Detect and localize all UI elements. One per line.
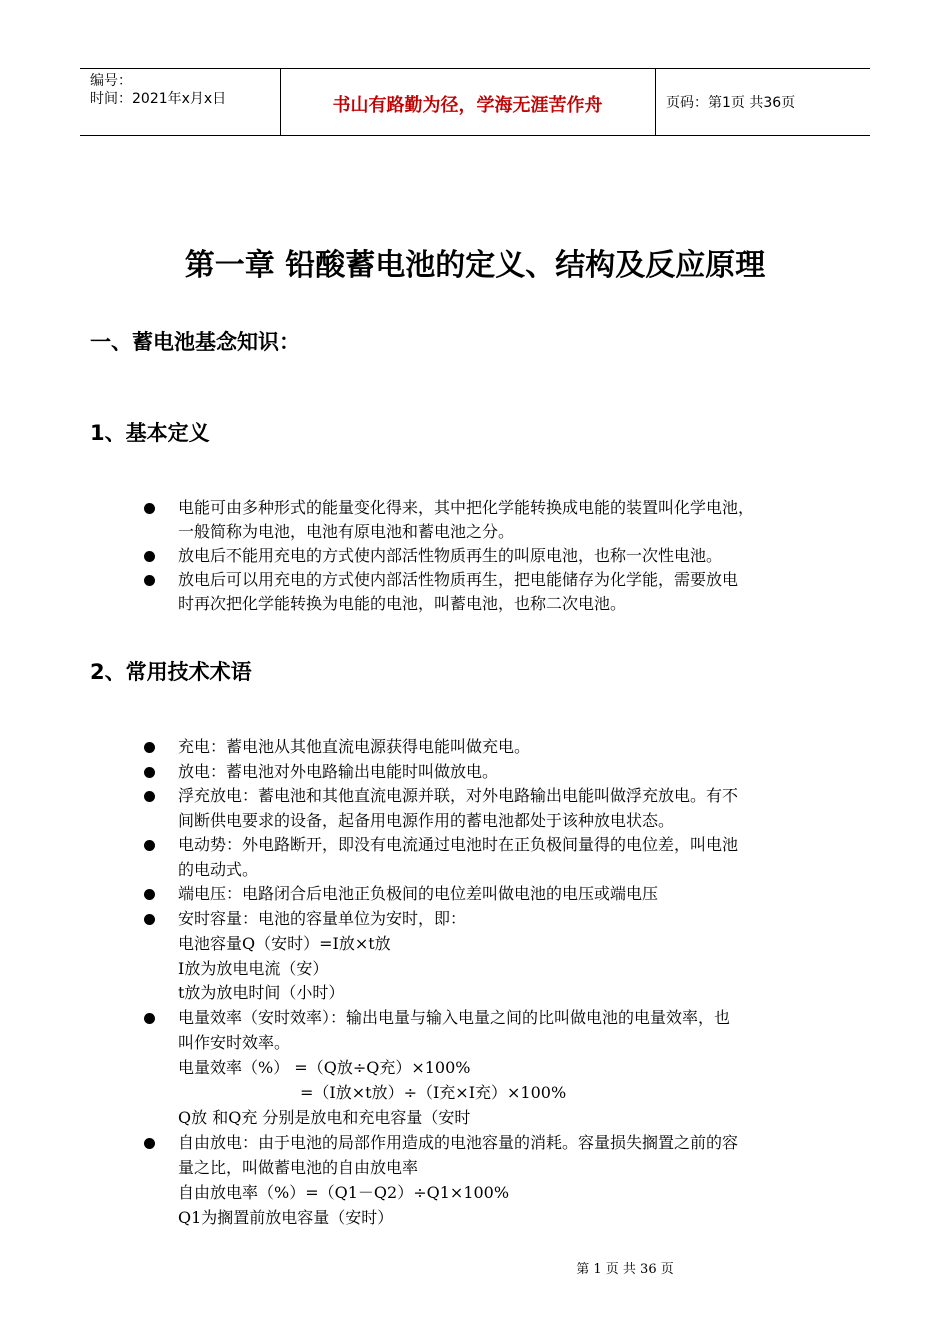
subheading-technical-terms: 2、常用技术术语	[90, 660, 252, 684]
list-item-text: 放电后不能用充电的方式使内部活性物质再生的叫原电池，也称一次性电池。	[178, 546, 723, 565]
formula-line: t放为放电时间（小时）	[178, 983, 345, 1002]
list-item-text: 浮充放电：蓄电池和其他直流电源并联，对外电路输出电能叫做浮充放电。有不	[178, 786, 739, 805]
header-meta-cell	[80, 69, 281, 135]
formula-line: 电量效率（%） =（Q放÷Q充）×100%	[178, 1058, 471, 1077]
list-item-text: 充电：蓄电池从其他直流电源获得电能叫做充电。	[178, 737, 531, 756]
subheading-basic-definition: 1、基本定义	[90, 421, 210, 445]
list-item-text: 量之比，叫做蓄电池的自由放电率	[178, 1158, 419, 1177]
formula-line: Q放 和Q充 分别是放电和充电容量（安时	[178, 1108, 471, 1127]
list-item-text: 间断供电要求的设备，起备用电源作用的蓄电池都处于该种放电状态。	[178, 811, 675, 830]
formula-line: Q1为搁置前放电容量（安时）	[178, 1208, 394, 1227]
formula-line: 自由放电率（%）=（Q1－Q2）÷Q1×100%	[178, 1183, 510, 1202]
list-item-text: 自由放电：由于电池的局部作用造成的电池容量的消耗。容量损失搁置之前的容	[178, 1133, 739, 1152]
bullet-icon	[144, 1013, 155, 1024]
list-item-text: 端电压：电路闭合后电池正负极间的电位差叫做电池的电压或端电压	[178, 884, 659, 903]
motto: 书山有路勤为径，学海无涯苦作舟	[332, 95, 603, 116]
list-item-text: 叫作安时效率。	[178, 1033, 291, 1052]
list-item-text: 时再次把化学能转换为电能的电池，叫蓄电池，也称二次电池。	[178, 594, 627, 613]
list-item-text: 电动势：外电路断开，即没有电流通过电池时在正负极间量得的电位差，叫电池	[178, 835, 739, 854]
formula-line: =（I放×t放）÷（I充×I充）×100%	[300, 1083, 567, 1102]
page-footer: 第 1 页 共 36 页	[576, 1262, 674, 1277]
list-item-text: 安时容量：电池的容量单位为安时，即：	[178, 909, 467, 928]
bullet-icon	[144, 889, 155, 900]
header-table	[80, 68, 870, 136]
list-item-text: 放电后可以用充电的方式使内部活性物质再生，把电能储存为化学能，需要放电	[178, 570, 739, 589]
header-motto-cell	[280, 69, 656, 135]
list-item-text: 一般简称为电池，电池有原电池和蓄电池之分。	[178, 522, 515, 541]
page-info: 页码：第1页 共36页	[666, 95, 796, 111]
bullet-icon	[144, 914, 155, 925]
chapter-title: 第一章 铅酸蓄电池的定义、结构及反应原理	[184, 248, 766, 283]
header-page-cell	[656, 69, 870, 135]
bullet-icon	[144, 551, 155, 562]
bullet-icon	[144, 791, 155, 802]
bullet-icon	[144, 503, 155, 514]
bullet-icon	[144, 1138, 155, 1149]
list-item-text: 电能可由多种形式的能量变化得来，其中把化学能转换成电能的装置叫化学电池，	[178, 498, 755, 517]
formula-line: I放为放电电流（安）	[178, 959, 329, 978]
number-label: 编号：	[90, 73, 132, 89]
list-item-text: 的电动式。	[178, 860, 259, 879]
bullet-icon	[144, 840, 155, 851]
list-item-text: 电量效率（安时效率）：输出电量与输入电量之间的比叫做电池的电量效率，也	[178, 1008, 731, 1027]
bullet-icon	[144, 767, 155, 778]
section-heading: 一、蓄电池基念知识：	[90, 330, 300, 354]
time-label: 时间：2021年x月x日	[90, 91, 227, 107]
list-item-text: 放电：蓄电池对外电路输出电能时叫做放电。	[178, 762, 499, 781]
bullet-icon	[144, 575, 155, 586]
formula-line: 电池容量Q（安时）=I放×t放	[178, 934, 391, 953]
bullet-icon	[144, 742, 155, 753]
